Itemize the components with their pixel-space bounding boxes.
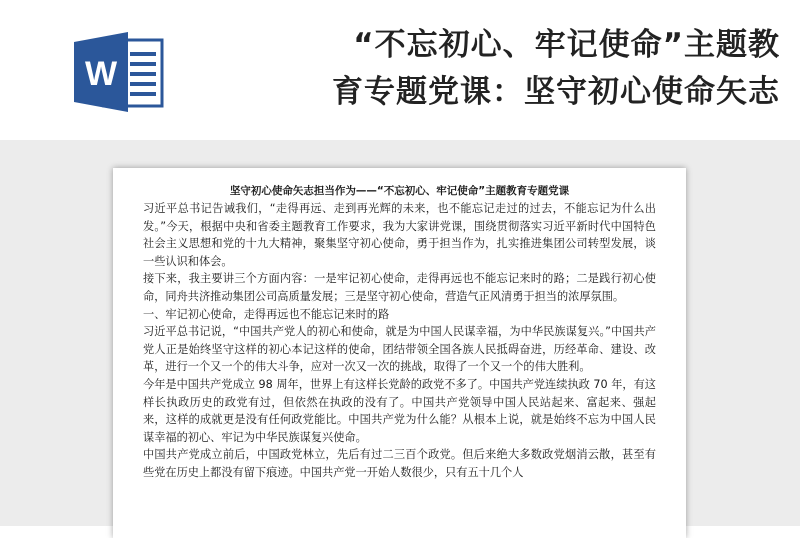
document-title: 坚守初心使命矢志担当作为——“不忘初心、牢记使命”主题教育专题党课 [229, 185, 570, 197]
paragraph: 习近平总书记说，“中国共产党人的初心和使命，就是为中国人民谋幸福，为中华民族谋复兴。”中国共产党人正是始终坚守这样的初心本记这样的使命，团结带领全国各族人民抵碍奋进，历经革命、建设、改革，进行一个又一个的伟大斗争，应对一次又一次的挑战，取得了一个又一个的伟大胜利。 [143, 325, 656, 374]
word-document-icon [72, 32, 164, 112]
document-page [113, 168, 686, 538]
header [0, 0, 800, 140]
document-body [143, 182, 656, 482]
section-heading: 一、牢记初心使命，走得再远也不能忘记来时的路 [143, 307, 390, 321]
paragraph: 接下来，我主要讲三个方面内容：一是牢记初心使命，走得再远也不能忘记来时的路；二是践行初心使命，同舟共济推动集团公司高质量发展；三是坚守初心使命，营造气正风清勇于担当的浓厚氛围。 [143, 272, 656, 303]
paragraph: 习近平总书记告诫我们，“走得再远、走到再光辉的未来，也不能忘记走过的过去，不能忘记为什么出发。”今天，根据中央和省委主题教育工作要求，我为大家讲党课，围绕贯彻落实习近平新时代中国特色社会主义思想和党的十九大精神，聚集坚守初心使命，勇于担当作为，扎实推进集团公司转型发展，谈一些认识和体会。 [143, 202, 656, 268]
paragraph: 中国共产党成立前后，中国政党林立，先后有过二三百个政党。但后来绝大多数政党烟消云散，甚至有些党在历史上都没有留下痕迹。中国共产党一开始人数很少，只有五十几个人 [143, 448, 656, 479]
page-title-line-1: “不忘初心、牢记使命”主题教 [353, 27, 780, 63]
page-title-line-2: 育专题党课：坚守初心使命矢志 [332, 74, 780, 110]
page-title [180, 22, 780, 116]
paragraph: 今年是中国共产党成立 98 周年，世界上有这样长党龄的政党不多了。中国共产党连续执政 70 年，有这样长执政历史的政党有过，但依然在执政的没有了。中国共产党领导中国人民站起来、富起来、强起来，这样的成就更是没有任何政党能比。中国共产党为什么能？从根本上说，就是始终不忘为中国人民谋幸福的初心、牢记为中华民族谋复兴使命。 [143, 377, 656, 444]
word-icon-letter: W [84, 55, 118, 93]
